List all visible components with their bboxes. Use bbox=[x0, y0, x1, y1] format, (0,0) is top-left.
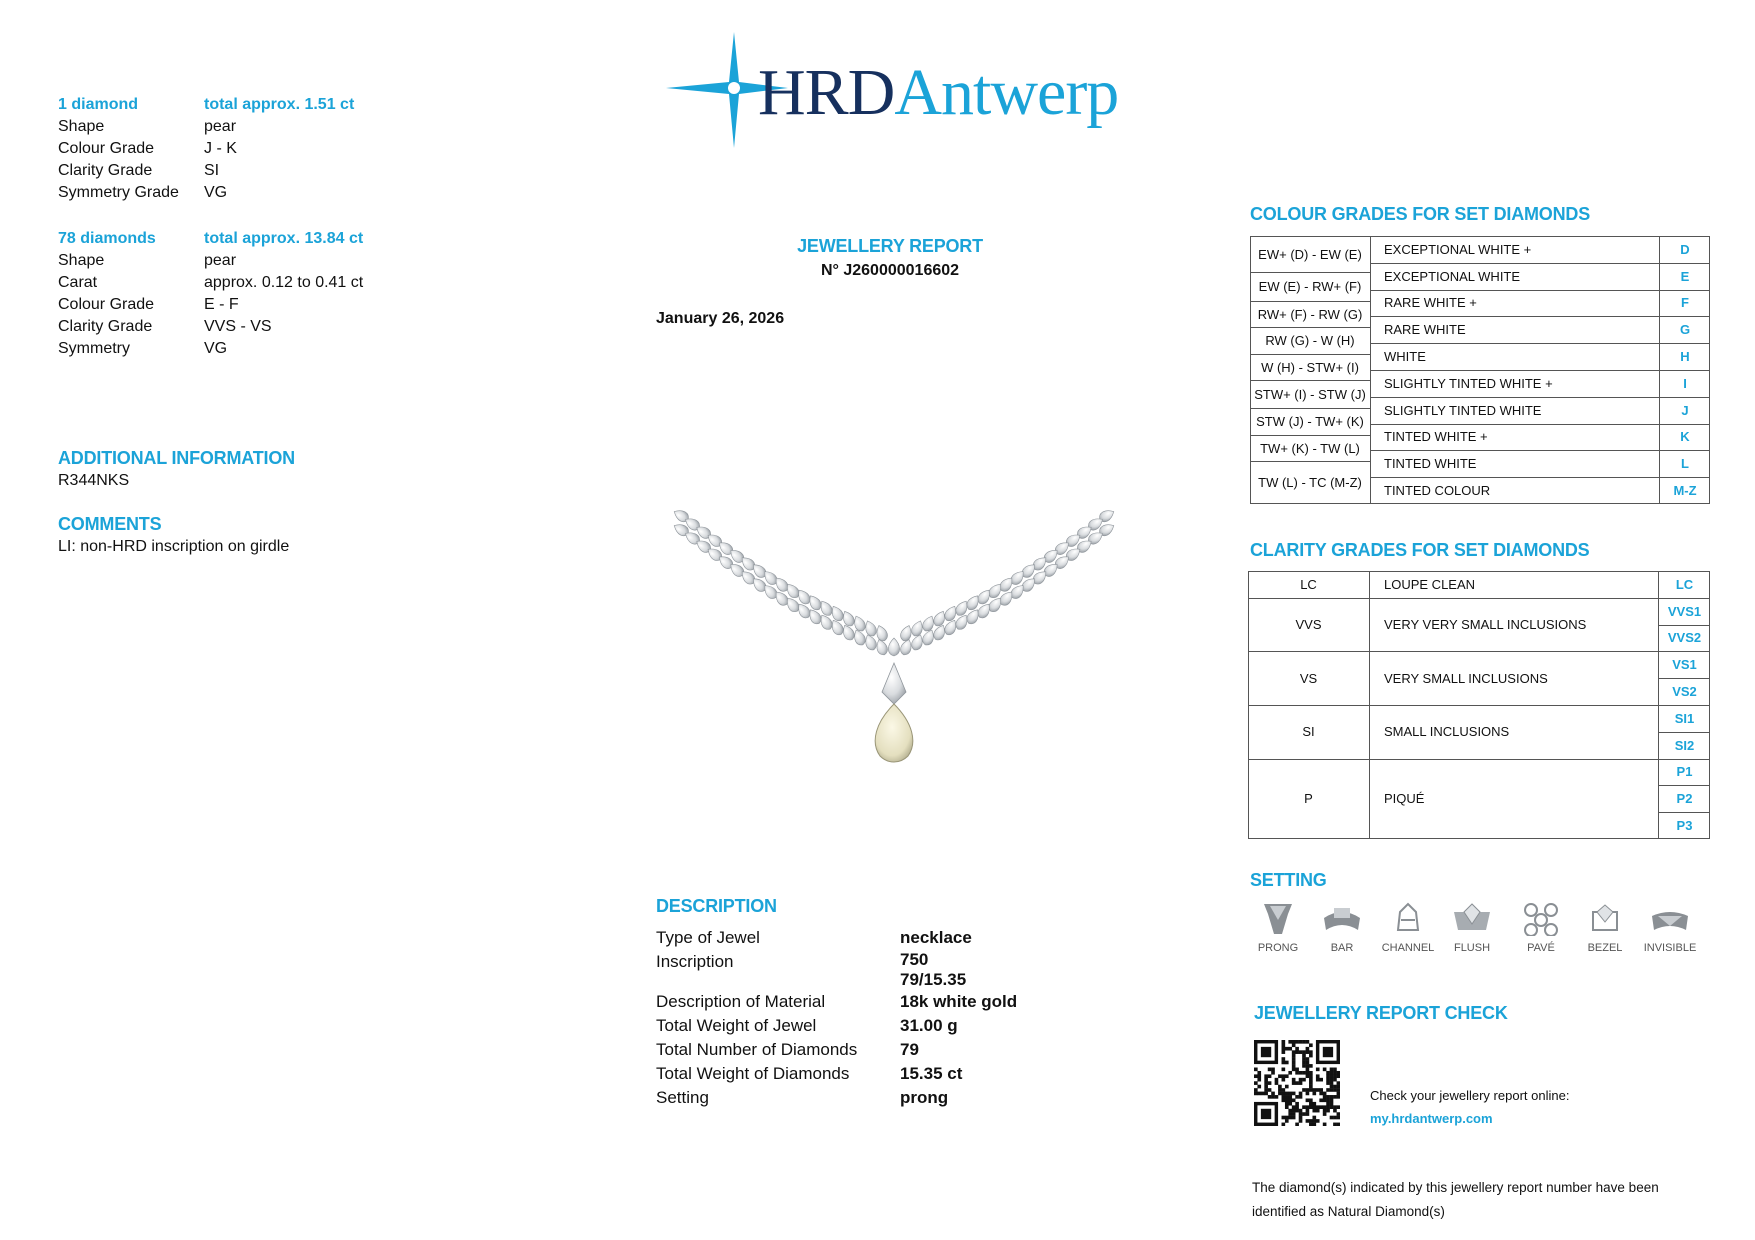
colour-name-cell: RARE WHITE + bbox=[1384, 295, 1477, 311]
necklace-image bbox=[668, 508, 1120, 768]
colour-range-cell: STW (J) - TW+ (K) bbox=[1256, 414, 1364, 429]
colour-letter-cell: G bbox=[1679, 322, 1691, 338]
clarity-name-cell: VERY SMALL INCLUSIONS bbox=[1384, 670, 1548, 686]
spec-value: J - K bbox=[204, 140, 237, 157]
bar-icon bbox=[1322, 900, 1362, 936]
desc-value: 750 bbox=[900, 950, 929, 969]
spec-value: SI bbox=[204, 162, 220, 179]
colour-letter-cell: L bbox=[1681, 456, 1689, 472]
bezel-icon bbox=[1585, 900, 1625, 936]
colour-range-cell: RW+ (F) - RW (G) bbox=[1257, 306, 1363, 322]
clarity-code-cell: VS bbox=[1299, 670, 1318, 686]
clarity-code-cell: SI bbox=[1302, 724, 1315, 740]
colour-letter-cell: J bbox=[1681, 402, 1689, 418]
brand-suffix: Antwerp bbox=[894, 56, 1119, 129]
clarity-grade-cell: P2 bbox=[1676, 791, 1693, 807]
spec-value: VVS - VS bbox=[204, 318, 272, 335]
prong-icon bbox=[1258, 900, 1298, 936]
colour-name-cell: EXCEPTIONAL WHITE + bbox=[1384, 241, 1532, 257]
spec-value: E - F bbox=[204, 296, 239, 313]
necklace-gem bbox=[899, 624, 914, 643]
spec-key: Colour Grade bbox=[58, 296, 155, 313]
desc-key: Type of Jewel bbox=[656, 928, 760, 947]
clarity-grades-table bbox=[1248, 571, 1710, 839]
additional-info-title: ADDITIONAL INFORMATION bbox=[58, 448, 295, 468]
report-title: JEWELLERY REPORT bbox=[797, 236, 983, 256]
colour-name-cell: SLIGHTLY TINTED WHITE + bbox=[1384, 375, 1553, 391]
spec-key: Shape bbox=[58, 252, 105, 269]
setting-item bbox=[1376, 900, 1440, 954]
brand-logo bbox=[662, 30, 1132, 150]
stone-2-total: total approx. 13.84 ct bbox=[204, 230, 364, 247]
clarity-grades-title: CLARITY GRADES FOR SET DIAMONDS bbox=[1250, 540, 1590, 560]
clarity-grade-cell: P3 bbox=[1676, 818, 1693, 834]
colour-range-cell: TW+ (K) - TW (L) bbox=[1260, 440, 1360, 456]
desc-key: Setting bbox=[656, 1088, 709, 1107]
natural-diamond-statement bbox=[1252, 1176, 1659, 1224]
statement-line: identified as Natural Diamond(s) bbox=[1252, 1204, 1445, 1219]
stone-1-spec bbox=[58, 94, 354, 204]
desc-value: 79 bbox=[900, 1040, 919, 1059]
clarity-name-cell: PIQUÉ bbox=[1384, 791, 1425, 807]
flush-icon bbox=[1452, 900, 1492, 936]
desc-value: necklace bbox=[900, 928, 972, 947]
spec-key: Symmetry Grade bbox=[58, 184, 179, 201]
clarity-grade-cell: SI1 bbox=[1674, 710, 1695, 726]
colour-range-cell: TW (L) - TC (M-Z) bbox=[1258, 475, 1362, 490]
colour-letter-cell: F bbox=[1681, 295, 1689, 311]
desc-key: Description of Material bbox=[656, 992, 826, 1011]
clarity-grade-cell: VVS1 bbox=[1667, 603, 1702, 619]
clarity-code-cell: LC bbox=[1300, 576, 1317, 592]
spec-value: VG bbox=[204, 184, 228, 201]
desc-key: Total Weight of Jewel bbox=[656, 1016, 817, 1035]
spec-key: Clarity Grade bbox=[58, 318, 153, 335]
stone-1-total: total approx. 1.51 ct bbox=[204, 96, 355, 113]
colour-letter-cell: I bbox=[1683, 375, 1687, 391]
spec-key: Carat bbox=[58, 274, 98, 291]
colour-name-cell: TINTED WHITE bbox=[1384, 456, 1477, 472]
additional-info-value: R344NKS bbox=[58, 472, 130, 489]
check-link[interactable]: my.hrdantwerp.com bbox=[1370, 1111, 1493, 1126]
spec-value: pear bbox=[204, 252, 237, 269]
necklace-gem bbox=[888, 638, 899, 656]
colour-letter-cell: K bbox=[1680, 429, 1690, 445]
spec-key: Shape bbox=[58, 118, 105, 135]
clarity-grade-cell: LC bbox=[1675, 576, 1694, 592]
necklace-gem bbox=[874, 624, 889, 643]
channel-icon bbox=[1388, 900, 1428, 936]
clarity-grade-cell: VVS2 bbox=[1667, 630, 1702, 646]
desc-key: Inscription bbox=[656, 952, 734, 971]
setting-item bbox=[1246, 900, 1310, 954]
colour-name-cell: EXCEPTIONAL WHITE bbox=[1384, 268, 1521, 284]
setting-label: BAR bbox=[1330, 942, 1354, 954]
colour-grades-table bbox=[1250, 236, 1710, 504]
colour-name-cell: RARE WHITE bbox=[1384, 322, 1466, 338]
colour-letter-cell: M-Z bbox=[1673, 483, 1697, 499]
clarity-grade-cell: P1 bbox=[1676, 764, 1693, 780]
setting-label: FLUSH bbox=[1453, 942, 1491, 954]
spec-key: Symmetry bbox=[58, 340, 130, 357]
colour-range-cell: W (H) - STW+ (I) bbox=[1261, 359, 1359, 375]
colour-range-cell: STW+ (I) - STW (J) bbox=[1254, 386, 1366, 402]
setting-title: SETTING bbox=[1250, 870, 1327, 890]
clarity-name-cell: SMALL INCLUSIONS bbox=[1384, 724, 1510, 740]
setting-label: BEZEL bbox=[1587, 942, 1623, 954]
invisible-icon bbox=[1650, 900, 1690, 936]
qr-code[interactable] bbox=[1254, 1040, 1340, 1126]
clarity-grade-cell: SI2 bbox=[1674, 737, 1695, 753]
setting-item bbox=[1573, 900, 1637, 954]
clarity-name-cell: VERY VERY SMALL INCLUSIONS bbox=[1384, 617, 1587, 633]
spec-value: pear bbox=[204, 118, 237, 135]
desc-value-2: 79/15.35 bbox=[900, 970, 967, 989]
stone-1-count: 1 diamond bbox=[58, 96, 139, 113]
colour-name-cell: TINTED WHITE + bbox=[1384, 429, 1488, 445]
clarity-code-cell: VVS bbox=[1295, 617, 1322, 633]
colour-range-cell: EW+ (D) - EW (E) bbox=[1258, 246, 1362, 262]
colour-range-cell: RW (G) - W (H) bbox=[1265, 333, 1355, 348]
setting-label: INVISIBLE bbox=[1643, 942, 1697, 954]
setting-item bbox=[1509, 900, 1573, 954]
check-text: Check your jewellery report online: bbox=[1370, 1088, 1570, 1103]
desc-key: Total Number of Diamonds bbox=[656, 1040, 858, 1059]
spec-key: Clarity Grade bbox=[58, 162, 153, 179]
setting-item bbox=[1638, 900, 1702, 954]
colour-name-cell: TINTED COLOUR bbox=[1384, 483, 1491, 499]
description-title: DESCRIPTION bbox=[656, 896, 777, 916]
report-number: N° J260000016602 bbox=[820, 262, 960, 279]
clarity-name-cell: LOUPE CLEAN bbox=[1384, 576, 1476, 592]
clarity-grade-cell: VS2 bbox=[1672, 684, 1697, 700]
clarity-code-cell: P bbox=[1304, 791, 1313, 807]
comments-value: LI: non-HRD inscription on girdle bbox=[58, 538, 290, 555]
colour-letter-cell: H bbox=[1680, 349, 1690, 365]
pave-icon bbox=[1521, 900, 1561, 936]
report-date: January 26, 2026 bbox=[656, 310, 785, 327]
setting-label: CHANNEL bbox=[1381, 942, 1435, 954]
desc-value: 15.35 ct bbox=[900, 1064, 963, 1083]
desc-value: 18k white gold bbox=[900, 992, 1018, 1011]
clarity-grade-cell: VS1 bbox=[1672, 657, 1697, 673]
colour-grades-title: COLOUR GRADES FOR SET DIAMONDS bbox=[1250, 204, 1591, 224]
desc-key: Total Weight of Diamonds bbox=[656, 1064, 850, 1083]
spec-value: VG bbox=[204, 340, 228, 357]
colour-letter-cell: D bbox=[1680, 241, 1690, 257]
setting-label: PRONG bbox=[1257, 942, 1299, 954]
desc-value: prong bbox=[900, 1088, 949, 1107]
spec-value: approx. 0.12 to 0.41 ct bbox=[204, 274, 364, 291]
spec-key: Colour Grade bbox=[58, 140, 155, 157]
setting-item bbox=[1310, 900, 1374, 954]
statement-line: The diamond(s) indicated by this jewellery report number have been bbox=[1252, 1180, 1659, 1195]
description-list bbox=[656, 926, 1017, 1110]
setting-label: PAVÉ bbox=[1527, 942, 1555, 954]
colour-name-cell: WHITE bbox=[1384, 349, 1426, 365]
colour-name-cell: SLIGHTLY TINTED WHITE bbox=[1384, 402, 1542, 418]
desc-value: 31.00 g bbox=[900, 1016, 958, 1035]
colour-range-cell: EW (E) - RW+ (F) bbox=[1258, 279, 1362, 294]
colour-letter-cell: E bbox=[1680, 268, 1690, 284]
report-check-title: JEWELLERY REPORT CHECK bbox=[1254, 1003, 1508, 1023]
stone-2-count: 78 diamonds bbox=[58, 230, 156, 247]
setting-item bbox=[1440, 900, 1504, 954]
comments-title: COMMENTS bbox=[58, 514, 162, 534]
brand-prefix: HRD bbox=[758, 56, 895, 129]
